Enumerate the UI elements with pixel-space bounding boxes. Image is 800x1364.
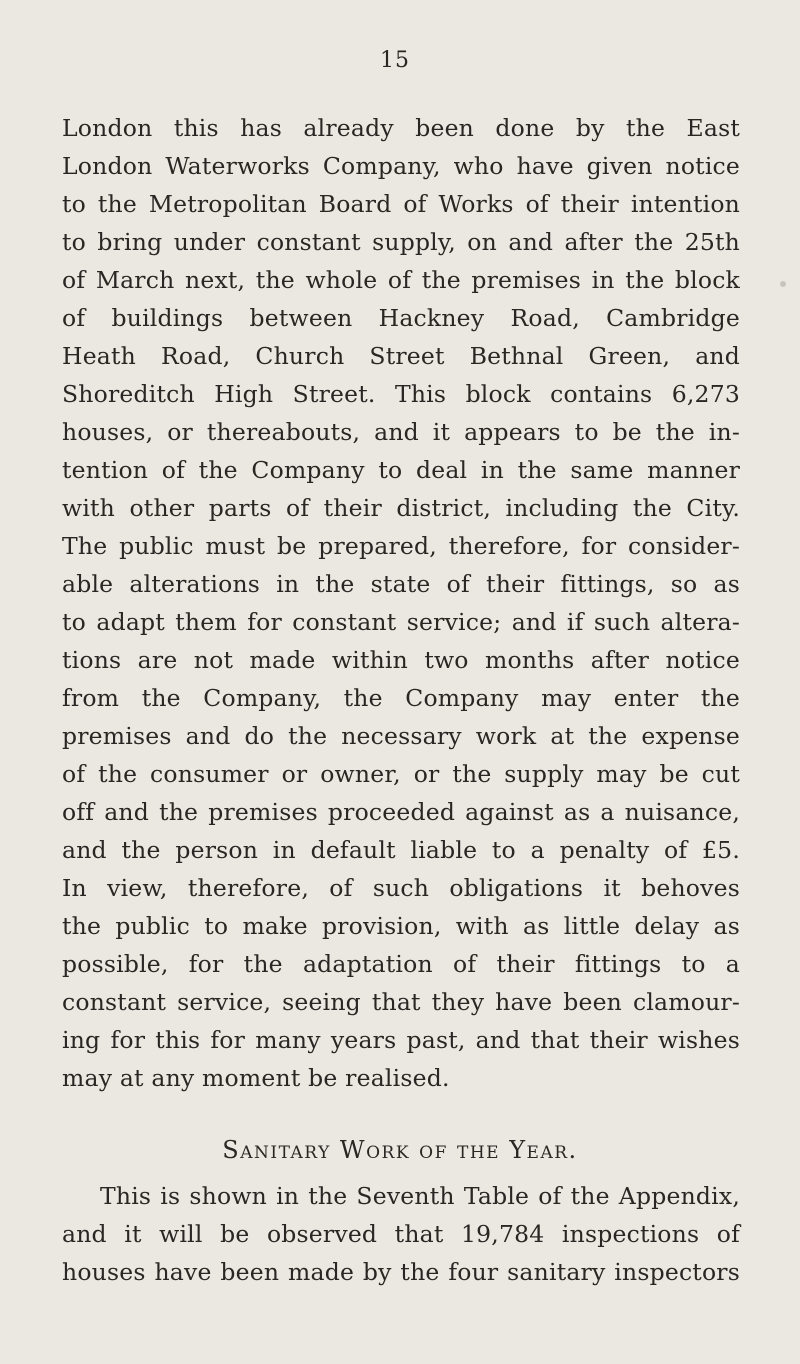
text-line: off and the premises proceeded against as a nuisance, bbox=[62, 798, 740, 826]
text-line: and the person in default liable to a penalty of £5. bbox=[62, 836, 740, 864]
text-line: of the consumer or owner, or the supply may be cut bbox=[62, 760, 740, 788]
text-line: Heath Road, Church Street Bethnal Green, and bbox=[62, 342, 740, 370]
text-line: the public to make provision, with as little delay as bbox=[62, 912, 740, 940]
page-number: 15 bbox=[380, 48, 410, 73]
text-line: to the Metropolitan Board of Works of their intention bbox=[62, 190, 740, 218]
text-line: This is shown in the Seventh Table of the Appendix, bbox=[100, 1182, 740, 1210]
text-line: Shoreditch High Street. This block contains 6,273 bbox=[62, 380, 740, 408]
text-line: tions are not made within two months after notice bbox=[62, 646, 740, 674]
text-line: The public must be prepared, therefore, for consider- bbox=[62, 532, 740, 560]
text-line: In view, therefore, of such obligations it behoves bbox=[62, 874, 740, 902]
text-line: to bring under constant supply, on and after the 25th bbox=[62, 228, 740, 256]
text-line: tention of the Company to deal in the same manner bbox=[62, 456, 740, 484]
text-line: London this has already been done by the East bbox=[62, 114, 740, 142]
text-line: to adapt them for constant service; and if such altera- bbox=[62, 608, 740, 636]
text-line: possible, for the adaptation of their fittings to a bbox=[62, 950, 740, 978]
text-line: houses, or thereabouts, and it appears to be the in- bbox=[62, 418, 740, 446]
text-line: ing for this for many years past, and that their wishes bbox=[62, 1026, 740, 1054]
text-line: London Waterworks Company, who have given notice bbox=[62, 152, 740, 180]
text-line: constant service, seeing that they have been clamour- bbox=[62, 988, 740, 1016]
paper-speck bbox=[780, 281, 786, 287]
text-line: and it will be observed that 19,784 inspections of bbox=[62, 1220, 740, 1248]
text-line: of March next, the whole of the premises in the block bbox=[62, 266, 740, 294]
text-line: from the Company, the Company may enter the bbox=[62, 684, 740, 712]
text-line: houses have been made by the four sanitary inspectors bbox=[62, 1258, 740, 1286]
section-heading: Sanitary Work of the Year. bbox=[222, 1136, 578, 1164]
text-line: able alterations in the state of their fittings, so as bbox=[62, 570, 740, 598]
text-line: with other parts of their district, including the City. bbox=[62, 494, 740, 522]
text-line: may at any moment be realised. bbox=[62, 1064, 450, 1092]
text-line: premises and do the necessary work at the expense bbox=[62, 722, 740, 750]
text-line: of buildings between Hackney Road, Cambridge bbox=[62, 304, 740, 332]
